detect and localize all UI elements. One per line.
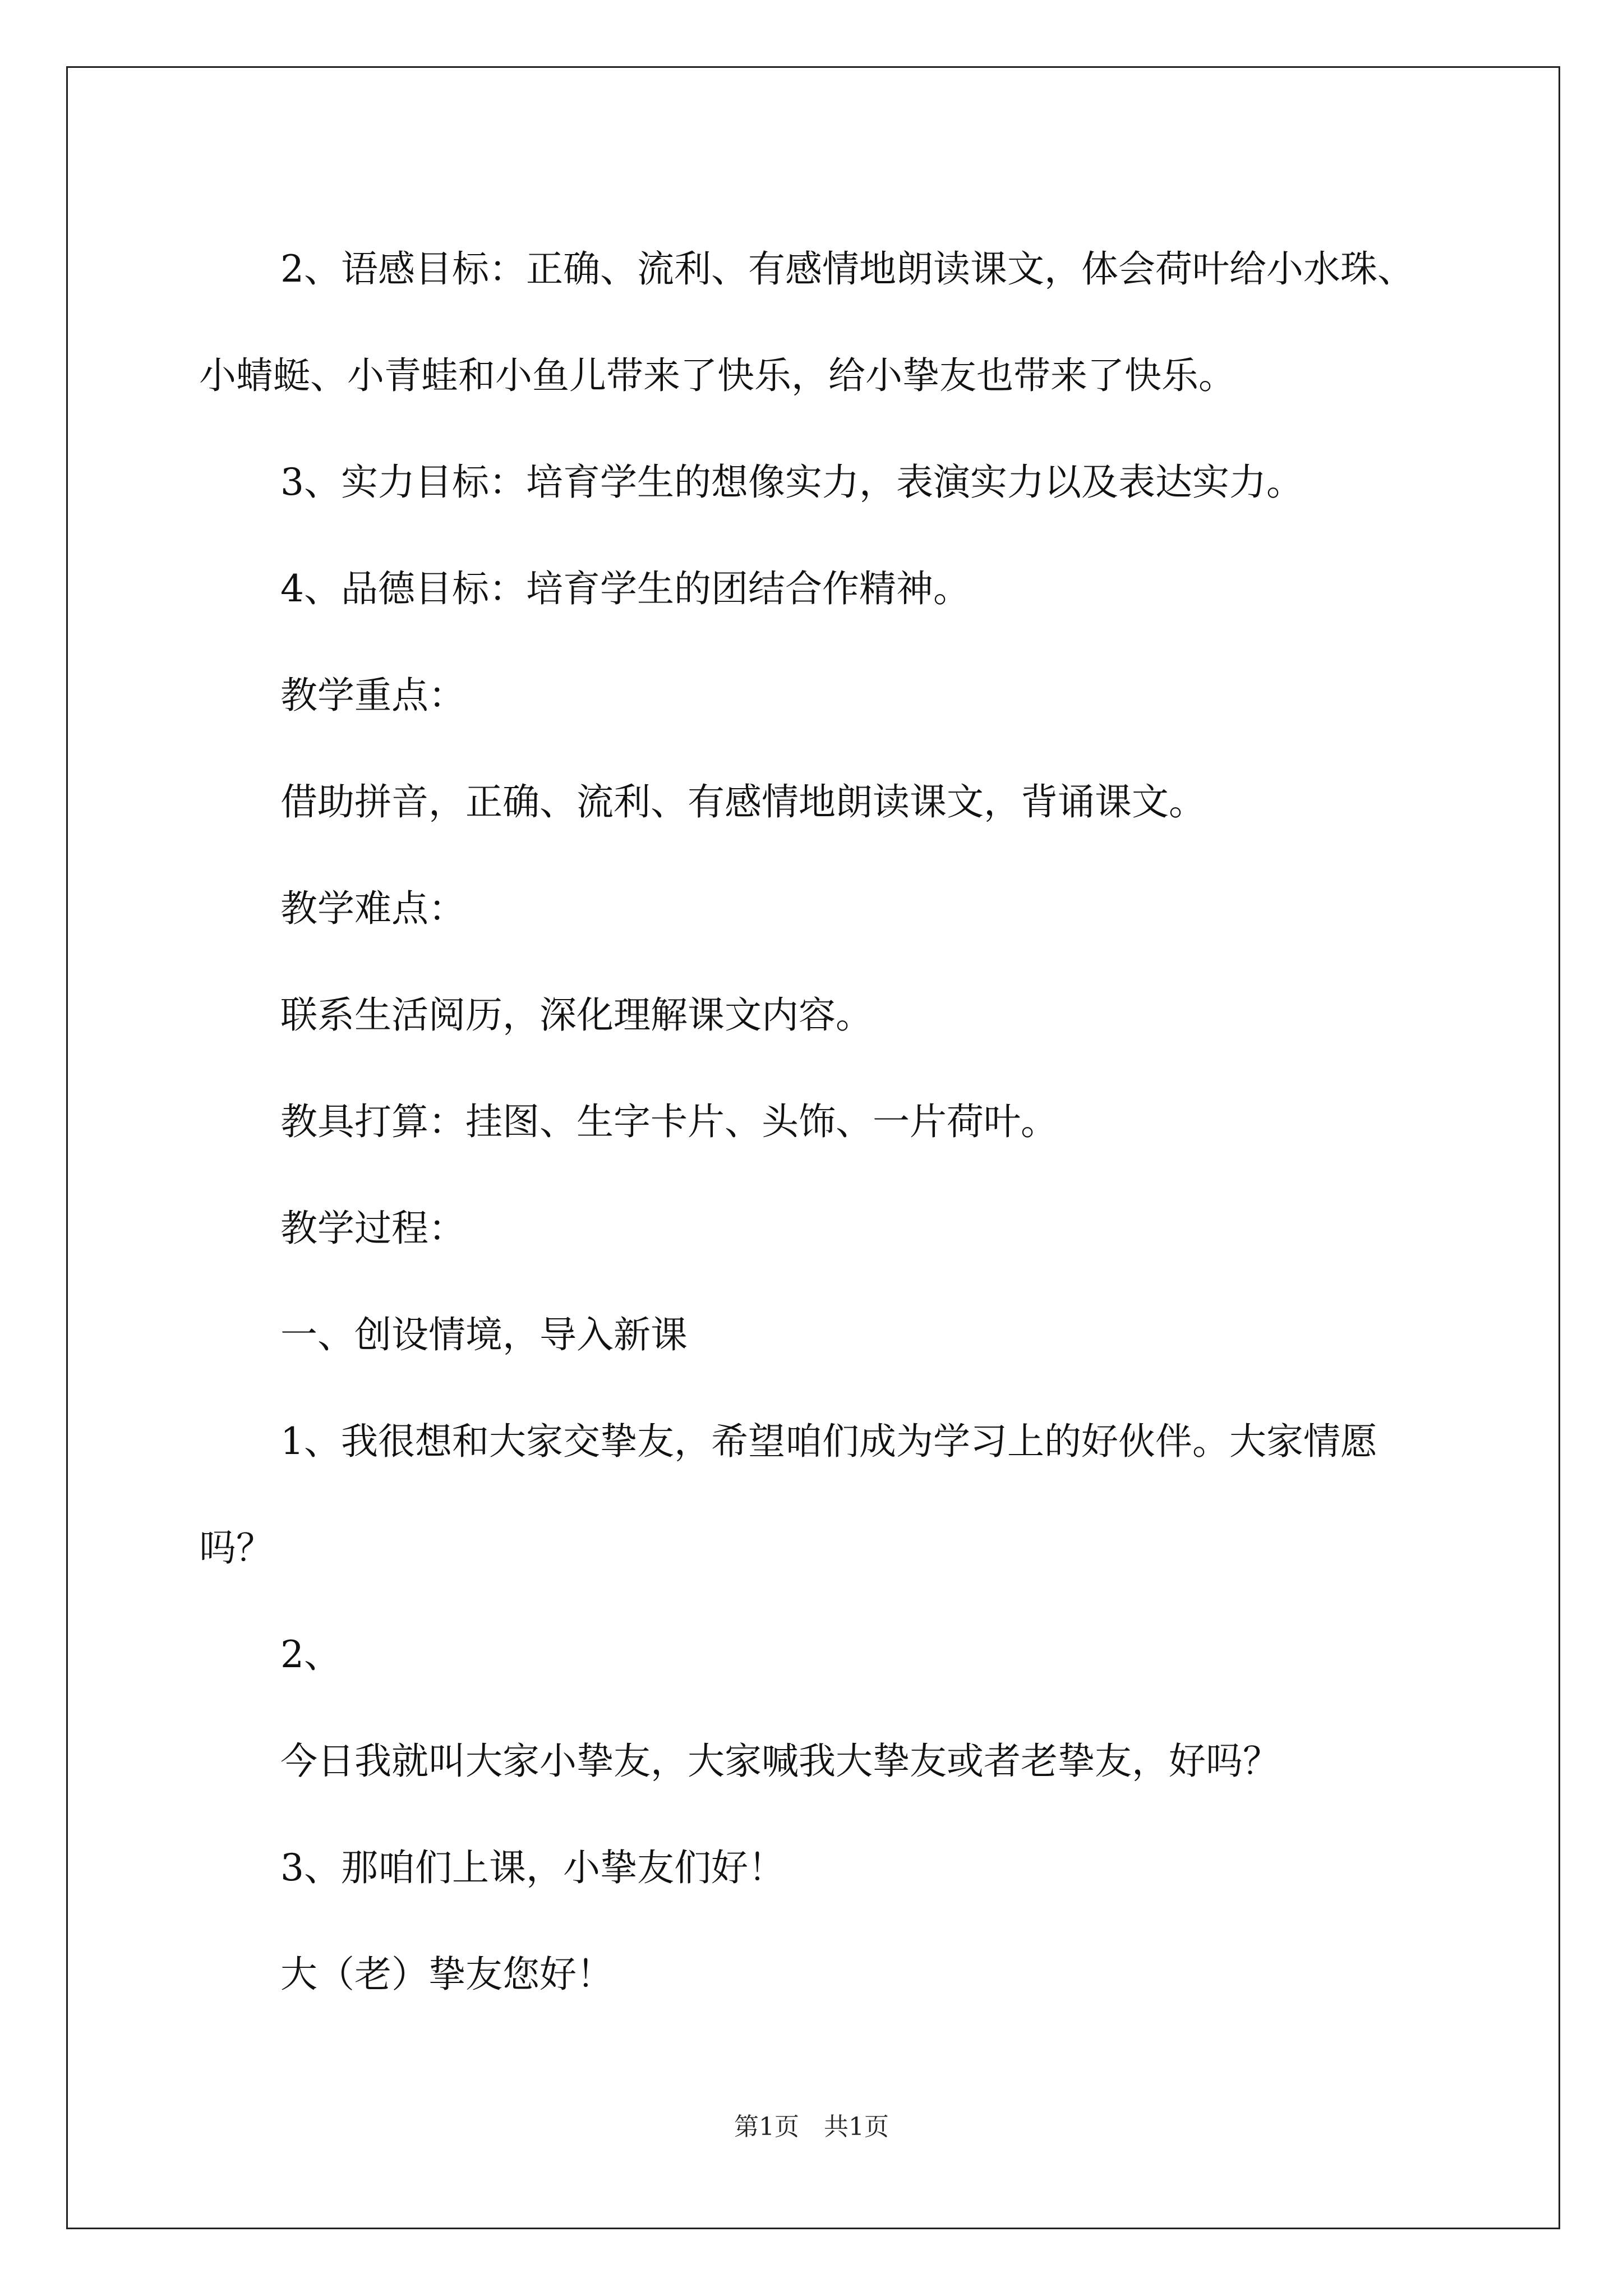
- paragraph-teaching-difficulty: 联系生活阅历，深化理解课文内容。: [280, 993, 873, 1037]
- paragraph-teaching-focus: 借助拼音，正确、流利、有感情地朗读课文，背诵课文。: [280, 780, 1206, 823]
- paragraph-step-2-number: 2、: [280, 1633, 341, 1676]
- paragraph-goal-language: 2、语感目标：正确、流利、有感情地朗读课文，体会荷叶给小水珠、小蜻蜓、小青蛙和小鱼儿带来了快乐，给小挚友也带来了快乐。: [199, 247, 1414, 397]
- paragraph-step-2: 今日我就叫大家小挚友，大家喊我大挚友或者老挚友，好吗？: [280, 1740, 1280, 1783]
- paragraph-goal-morality: 4、品德目标：培育学生的团结合作精神。: [280, 567, 970, 610]
- heading-teaching-process: 教学过程：: [280, 1207, 465, 1250]
- heading-teaching-difficulty: 教学难点：: [280, 887, 465, 930]
- heading-teaching-focus: 教学重点：: [280, 674, 465, 717]
- document-body: [199, 216, 1433, 2028]
- paragraph-step-3: 3、那咱们上课，小挚友们好！: [280, 1846, 785, 1889]
- section-heading-intro: 一、创设情境，导入新课: [280, 1313, 688, 1356]
- page-footer: 第1页 共1页: [734, 2113, 889, 2141]
- paragraph-step-1: 1、我很想和大家交挚友，希望咱们成为学习上的好伙伴。大家情愿吗？: [199, 1420, 1377, 1570]
- paragraph-goal-ability: 3、实力目标：培育学生的想像实力，表演实力以及表达实力。: [280, 461, 1303, 504]
- paragraph-response: 大（老）挚友您好！: [280, 1953, 614, 1996]
- paragraph-teaching-aids: 教具打算：挂图、生字卡片、头饰、一片荷叶。: [280, 1100, 1058, 1143]
